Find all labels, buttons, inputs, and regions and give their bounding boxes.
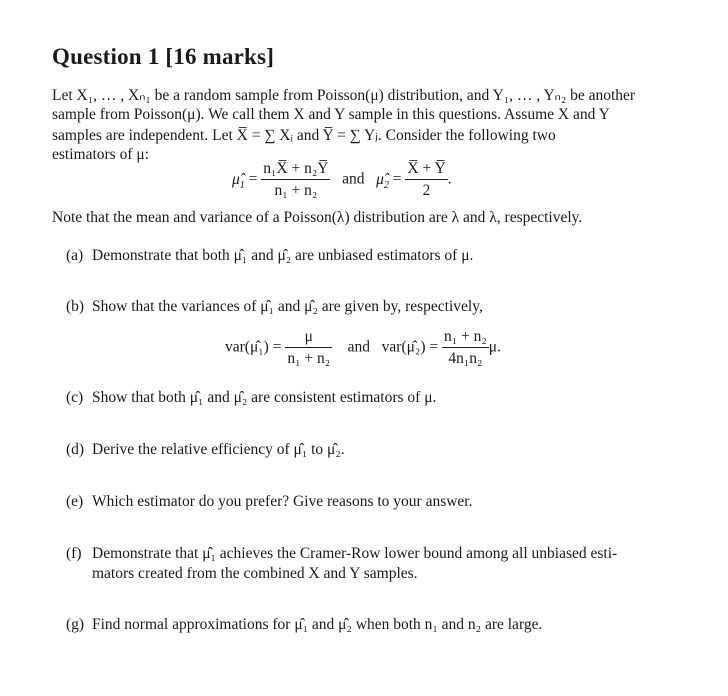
part-label: (g) [66, 616, 85, 633]
part-b [66, 297, 678, 317]
mu2-hat-symbol: $\mû_2$ [376, 170, 389, 191]
var1-lhs: var(μ̂₁) = [225, 338, 282, 356]
part-label: (e) [66, 493, 84, 510]
part-text: Demonstrate that μ̂₁ achieves the Cramer-Row lower bound among all unbiased esti- [92, 545, 618, 562]
intro-line-1: Let X₁, … , Xₙ₁ be a random sample from Poisson(μ) distribution, and Y₁, … , Yₙ₂ be another [52, 87, 636, 104]
part-e [66, 492, 678, 512]
variance-and: and [347, 338, 371, 356]
var2-numerator: n₁ + n₂ [442, 328, 489, 348]
var2-denominator: 4n₁n₂ [448, 350, 483, 367]
var1-denominator: n₁ + n₂ [287, 350, 331, 367]
intro-line-3: samples are independent. Let X̅ = ∑ Xᵢ and Y̅ = ∑ Yⱼ. Consider the following two [52, 127, 556, 144]
mu1-hat-symbol: $\mû_1$ [232, 170, 245, 191]
question-title: Question 1 [16 marks] [52, 44, 275, 69]
part-text: Which estimator do you prefer? Give reasons to your answer. [92, 493, 473, 510]
var1-numerator: μ [285, 328, 332, 348]
part-f [66, 544, 678, 584]
part-a [66, 246, 678, 266]
part-label: (d) [66, 441, 85, 458]
part-text: Find normal approximations for μ̂₁ and μ̂₂ when both n₁ and n₂ are large. [92, 616, 543, 633]
part-g [66, 615, 678, 635]
var2-lhs: var(μ̂₂) = [381, 338, 439, 356]
part-d [66, 440, 678, 460]
estimator-and: and [342, 170, 365, 188]
part-c [66, 388, 678, 408]
mu2-fraction [405, 160, 447, 200]
var1-fraction [285, 328, 332, 368]
part-text: Derive the relative efficiency of μ̂₁ to μ̂₂. [92, 441, 345, 458]
part-text-continued: mators created from the combined X and Y samples. [92, 565, 418, 582]
mu1-fraction [261, 160, 330, 200]
mu1-denominator: n₁ + n₂ [274, 182, 318, 199]
var2-fraction [442, 328, 489, 368]
mu2-denominator: 2 [422, 182, 431, 199]
part-label: (f) [66, 545, 82, 562]
note-text: Note that the mean and variance of a Poisson(λ) distribution are λ and λ, respectively. [52, 209, 583, 226]
part-label: (a) [66, 247, 84, 264]
intro-line-2: sample from Poisson(μ). We call them X and Y sample in this questions. Assume X and Y [52, 106, 610, 123]
var2-tail: μ. [488, 338, 501, 356]
mu2-numerator: X̅ + Y̅ [405, 160, 447, 180]
part-text: Show that the variances of μ̂₁ and μ̂₂ are given by, respectively, [92, 298, 483, 315]
estimator-equation: $\mû_1$ = $\frac{\text{n₁X̅ + n₂Y̅}}{\text{n₁ + n₂}}$ and $\mû_2$ = $\frac{X̅ + Y̅}{2}$ . [232, 160, 452, 199]
part-text: Demonstrate that both μ̂₁ and μ̂₂ are unbiased estimators of μ. [92, 247, 474, 264]
part-label: (c) [66, 389, 84, 406]
intro-line-4: estimators of μ: [52, 146, 149, 163]
part-text: Show that both μ̂₁ and μ̂₂ are consistent estimators of μ. [92, 389, 437, 406]
variance-equation [225, 328, 501, 368]
mu1-numerator: n₁X̅ + n₂Y̅ [261, 160, 330, 180]
part-label: (b) [66, 298, 85, 315]
